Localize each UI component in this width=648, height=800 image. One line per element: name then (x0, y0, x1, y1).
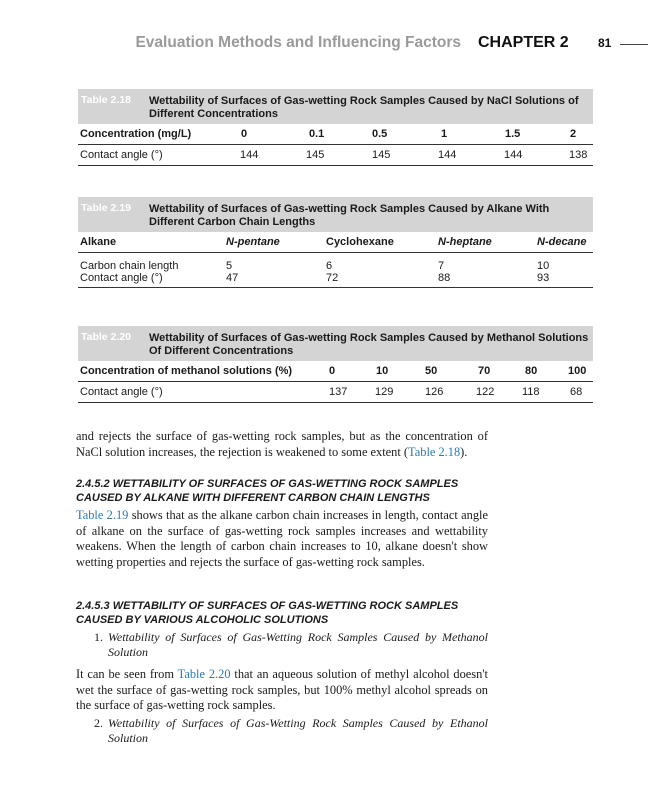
header-cell: 10 (376, 365, 389, 377)
section-heading-2453: 2.4.5.3 WETTABILITY OF SURFACES OF GAS-WETTING ROCK SAMPLES CAUSED BY VARIOUS ALCOHOLIC SOLUTIONS (76, 600, 459, 626)
table-header-row (78, 361, 593, 382)
header-cell: 0 (329, 365, 336, 377)
table-ref-link[interactable]: Table 2.18 (408, 444, 461, 459)
header-cell: 1 (441, 128, 448, 140)
header-cell: Cyclohexane (326, 236, 394, 248)
table-2-20 (78, 326, 593, 403)
header-cell: 50 (425, 365, 438, 377)
table-label: Table 2.18 (81, 94, 131, 106)
header-cell: 1.5 (505, 128, 521, 140)
row-label: Carbon chain length (80, 260, 179, 272)
data-cell: 137 (329, 386, 348, 398)
header-cell: 0 (241, 128, 248, 140)
list-number: 1. (94, 630, 103, 644)
data-cell: 145 (306, 149, 325, 161)
data-cell: 47 (226, 272, 239, 284)
data-cell: 144 (240, 149, 259, 161)
data-cell: 72 (326, 272, 339, 284)
paragraph-nacl: and rejects the surface of gas-wetting rock samples, but as the concentration of NaCl solution increases, the rejection is weakened to some extent (Table 2.18). (76, 429, 488, 459)
table-header-row (78, 232, 593, 253)
data-cell: 88 (438, 272, 451, 284)
data-cell: 5 (226, 260, 233, 272)
list-text: Wettability of Surfaces of Gas-Wetting Rock Samples Caused by Methanol Solution (108, 630, 488, 659)
table-title: Wettability of Surfaces of Gas-wetting Rock Samples Caused by NaCl Solutions of Different Concentrations (149, 95, 579, 120)
data-cell: 93 (537, 272, 550, 284)
table-title: Wettability of Surfaces of Gas-wetting Rock Samples Caused by Alkane With Different Carbon Chain Lengths (149, 203, 550, 228)
table-ref-link[interactable]: Table 2.19 (76, 508, 129, 522)
header-cell: N-pentane (226, 236, 280, 248)
data-cell: 6 (326, 260, 333, 272)
table-caption (78, 326, 593, 361)
data-cell: 7 (438, 260, 445, 272)
row-label: Contact angle (°) (80, 386, 163, 398)
header-cell: N-heptane (438, 236, 492, 248)
data-cell: 118 (522, 386, 540, 398)
header-cell: Concentration of methanol solutions (%) (80, 365, 293, 377)
data-cell: 145 (372, 149, 391, 161)
table-row (78, 256, 593, 271)
section-heading-2452: 2.4.5.2 WETTABILITY OF SURFACES OF GAS-WETTING ROCK SAMPLES CAUSED BY ALKANE WITH DIFFERENT CARBON CHAIN LENGTHS (76, 478, 459, 504)
data-cell: 122 (476, 386, 495, 398)
table-row (78, 145, 593, 166)
header-cell: 0.1 (309, 128, 325, 140)
header-rule (620, 44, 648, 45)
row-label: Contact angle (°) (80, 272, 163, 284)
data-cell: 126 (425, 386, 444, 398)
data-cell: 138 (569, 149, 588, 161)
header-cell: 100 (568, 365, 587, 377)
header-cell: Concentration (mg/L) (80, 128, 192, 140)
data-cell: 68 (570, 386, 583, 398)
table-row (78, 271, 593, 288)
header-cell: 2 (570, 128, 577, 140)
list-number: 2. (94, 716, 103, 730)
paragraph-alkane: Table 2.19 shows that as the alkane carbon chain increases in length, contact angle of alkane on the surface of gas-wetting rock samples increases and wettability weakens. When the length of carbon chain increases to 10, alkane doesn't show wetting properties and rejects the surface of gas-wetting rock samples. (76, 508, 488, 569)
paragraph-methanol: It can be seen from Table 2.20 that an aqueous solution of methyl alcohol doesn't wet the surface of gas-wetting rock samples, but 100% methyl alcohol spreads on the surface of gas-wetting rock samples. (76, 667, 488, 712)
table-header-row (78, 124, 593, 145)
running-title: Evaluation Methods and Influencing Factors (135, 34, 461, 51)
table-ref-link[interactable]: Table 2.20 (177, 667, 231, 681)
running-head (0, 34, 648, 54)
data-cell: 129 (375, 386, 394, 398)
header-cell: N-decane (537, 236, 587, 248)
table-2-19 (78, 197, 593, 288)
table-label: Table 2.19 (81, 202, 131, 214)
table-caption (78, 197, 593, 232)
page-number: 81 (598, 36, 612, 50)
header-cell: Alkane (80, 236, 117, 248)
data-cell: 144 (438, 149, 457, 161)
table-label: Table 2.20 (81, 331, 131, 343)
data-cell: 144 (504, 149, 523, 161)
header-cell: 0.5 (372, 128, 388, 140)
chapter-label: CHAPTER 2 (478, 34, 569, 51)
header-cell: 70 (478, 365, 491, 377)
table-title: Wettability of Surfaces of Gas-wetting Rock Samples Caused by Methanol Solutions Of Different Concentrations (149, 332, 589, 357)
header-cell: 80 (525, 365, 538, 377)
data-cell: 10 (537, 260, 550, 272)
table-caption (78, 89, 593, 124)
table-2-18 (78, 89, 593, 166)
list-text: Wettability of Surfaces of Gas-Wetting Rock Samples Caused by Ethanol Solution (108, 716, 488, 745)
row-label: Contact angle (°) (80, 149, 163, 161)
table-row (78, 382, 593, 403)
